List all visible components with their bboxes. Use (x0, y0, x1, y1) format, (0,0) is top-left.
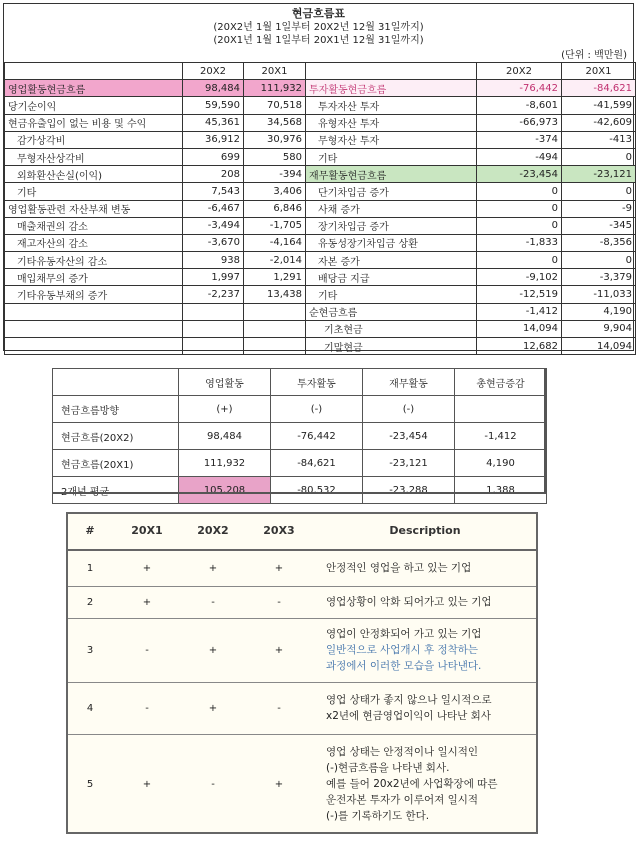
statement-left-current: 208 (183, 166, 244, 183)
summary-row (53, 477, 547, 504)
pattern-cell-b: - (180, 586, 246, 618)
pattern-cell-a: - (114, 682, 180, 734)
statement-column-header-row (5, 63, 636, 80)
statement-right-current: -23,454 (477, 166, 562, 183)
statement-right-prior: 9,904 (562, 320, 636, 337)
statement-right-prior: -11,033 (562, 286, 636, 303)
statement-left-current: -3,494 (183, 217, 244, 234)
pattern-header-cell: Description (312, 512, 538, 550)
statement-left-label: 영업활동관련 자산부채 변동 (5, 200, 183, 217)
statement-row (5, 148, 636, 165)
statement-column-header: 20X2 (477, 63, 562, 80)
statement-right-prior: -3,379 (562, 269, 636, 286)
summary-row (53, 423, 547, 450)
statement-row (5, 234, 636, 251)
summary-value-cell: -84,621 (271, 450, 363, 477)
pattern-description-line: 영업상황이 악화 되어가고 있는 기업 (326, 596, 492, 608)
pattern-description-line: 예를 들어 20x2년에 사업확장에 따른 (326, 778, 498, 791)
statement-right-prior: -23,121 (562, 166, 636, 183)
statement-left-prior: 13,438 (244, 286, 306, 303)
statement-left-label: 기타유동자산의 감소 (5, 252, 183, 269)
statement-right-label: 순현금흐름 (306, 303, 477, 320)
statement-header (4, 4, 633, 47)
statement-left-prior: -394 (244, 166, 306, 183)
statement-table (4, 62, 636, 355)
pattern-cell-a: + (114, 586, 180, 618)
pattern-row (66, 618, 538, 682)
statement-right-current: -8,601 (477, 97, 562, 114)
statement-right-label: 기타 (306, 286, 477, 303)
statement-left-prior: 111,932 (244, 80, 306, 97)
pattern-cell-a: + (142, 778, 152, 790)
statement-unit: (단위 : 백만원) (561, 50, 627, 61)
statement-right-prior: -84,621 (562, 80, 636, 97)
statement-row (5, 320, 636, 337)
cash-flow-summary-table (52, 368, 547, 504)
pattern-description-line: 일반적으로 사업개시 후 정착하는 (326, 644, 479, 656)
pattern-header-cell: 20X1 (114, 512, 180, 550)
summary-value-cell: 1,388 (455, 477, 547, 504)
cash-flow-statement (3, 3, 634, 354)
statement-row (5, 252, 636, 269)
statement-left-prior: 70,518 (244, 97, 306, 114)
statement-right-label: 배당금 지급 (306, 269, 477, 286)
statement-column-header: 20X2 (183, 63, 244, 80)
summary-value-cell: -1,412 (455, 423, 547, 450)
statement-left-prior: 580 (244, 148, 306, 165)
statement-right-label: 기말현금 (306, 338, 477, 355)
statement-right-current: -76,442 (477, 80, 562, 97)
summary-value-cell: (+) (179, 396, 271, 423)
statement-left-prior: 1,291 (244, 269, 306, 286)
pattern-row (66, 586, 538, 618)
summary-value-cell: 98,484 (179, 423, 271, 450)
statement-empty-cell (183, 303, 244, 320)
pattern-row (66, 682, 538, 734)
statement-right-prior: 0 (562, 148, 636, 165)
statement-left-current: 59,590 (183, 97, 244, 114)
statement-left-prior: -1,705 (244, 217, 306, 234)
statement-empty-cell (244, 338, 306, 355)
statement-left-current: 938 (183, 252, 244, 269)
statement-right-label: 기초현금 (306, 320, 477, 337)
statement-left-prior: -4,164 (244, 234, 306, 251)
statement-right-current: -494 (477, 148, 562, 165)
summary-row (53, 396, 547, 423)
statement-left-current: 7,543 (183, 183, 244, 200)
statement-right-current: -1,833 (477, 234, 562, 251)
statement-left-prior: -2,014 (244, 252, 306, 269)
statement-right-label: 자본 증가 (306, 252, 477, 269)
statement-right-current: -1,412 (477, 303, 562, 320)
pattern-description-line: (-)현금흐름을 나타낸 회사. (326, 762, 450, 775)
pattern-cell-b: - (211, 778, 215, 790)
pattern-description-line: x2년에 현금영업이익이 나타난 회사 (326, 710, 491, 722)
statement-right-label: 단기차입금 증가 (306, 183, 477, 200)
pattern-cell-n: 5 (86, 778, 94, 790)
summary-row-label: 현금흐름(20X1) (53, 450, 179, 477)
pattern-cell-c: - (246, 682, 312, 734)
statement-right-label: 투자활동현금흐름 (306, 80, 477, 97)
summary-header-cell (53, 369, 179, 396)
statement-right-current: 0 (477, 200, 562, 217)
statement-left-label: 무형자산상각비 (5, 148, 183, 165)
statement-left-label: 재고자산의 감소 (5, 234, 183, 251)
statement-empty-cell (183, 320, 244, 337)
statement-right-current: 0 (477, 252, 562, 269)
pattern-header-cell: 20X2 (180, 512, 246, 550)
statement-row (5, 183, 636, 200)
statement-left-label: 당기순이익 (5, 97, 183, 114)
statement-right-label: 장기차입금 증가 (306, 217, 477, 234)
summary-value-cell: 4,190 (455, 450, 547, 477)
summary-value-cell (455, 396, 547, 423)
statement-row (5, 303, 636, 320)
summary-value-cell: 111,932 (179, 450, 271, 477)
summary-header-cell: 재무활동 (363, 369, 455, 396)
statement-right-prior: -9 (562, 200, 636, 217)
summary-value-cell: (-) (271, 396, 363, 423)
statement-left-current: -6,467 (183, 200, 244, 217)
summary-value-cell: -80,532 (271, 477, 363, 504)
statement-right-label: 재무활동현금흐름 (306, 166, 477, 183)
statement-period-prior: (20X1년 1월 1일부터 20X1년 12월 31일까지) (213, 35, 424, 46)
statement-left-current: 1,997 (183, 269, 244, 286)
statement-right-prior: -8,356 (562, 234, 636, 251)
pattern-cell-a: - (114, 618, 180, 682)
statement-right-prior: -413 (562, 131, 636, 148)
statement-left-label: 기타유동부채의 증가 (5, 286, 183, 303)
pattern-header-cell: # (66, 512, 114, 550)
statement-right-current: -9,102 (477, 269, 562, 286)
statement-empty-cell (183, 338, 244, 355)
statement-title: 현금흐름표 (291, 7, 346, 20)
pattern-header-cell: 20X3 (246, 512, 312, 550)
statement-column-header (306, 63, 477, 80)
summary-value-cell: -23,454 (363, 423, 455, 450)
statement-right-prior: 0 (562, 183, 636, 200)
pattern-cell-c: + (246, 550, 312, 586)
pattern-cell-b: + (180, 682, 246, 734)
pattern-description-line: 영업 상태는 안정적이나 일시적인 (326, 746, 479, 759)
statement-right-label: 투자자산 투자 (306, 97, 477, 114)
statement-left-label: 기타 (5, 183, 183, 200)
statement-right-current: -66,973 (477, 114, 562, 131)
statement-left-prior: 3,406 (244, 183, 306, 200)
summary-value-cell: 105,208 (179, 477, 271, 504)
statement-row (5, 114, 636, 131)
statement-empty-cell (5, 303, 183, 320)
pattern-description (312, 586, 538, 618)
summary-row (53, 450, 547, 477)
statement-right-label: 무형자산 투자 (306, 131, 477, 148)
statement-empty-cell (5, 338, 183, 355)
statement-row (5, 286, 636, 303)
statement-right-label: 사채 증가 (306, 200, 477, 217)
summary-row-label: 현금흐름방향 (53, 396, 179, 423)
pattern-description (312, 550, 538, 586)
summary-value-cell: (-) (363, 396, 455, 423)
summary-value-cell: -23,288 (363, 477, 455, 504)
statement-right-prior: -41,599 (562, 97, 636, 114)
statement-left-current: 98,484 (183, 80, 244, 97)
statement-row (5, 200, 636, 217)
statement-right-label: 기타 (306, 148, 477, 165)
statement-right-prior: 4,190 (562, 303, 636, 320)
statement-column-header: 20X1 (562, 63, 636, 80)
statement-empty-cell (5, 320, 183, 337)
statement-row (5, 166, 636, 183)
pattern-cell-n: 1 (66, 550, 114, 586)
statement-right-prior: -42,609 (562, 114, 636, 131)
statement-right-current: 0 (477, 183, 562, 200)
pattern-cell-b: + (180, 550, 246, 586)
statement-right-prior: 14,094 (562, 338, 636, 355)
pattern-description-line: 과정에서 이러한 모습을 나타낸다. (326, 660, 482, 672)
statement-left-prior: 30,976 (244, 131, 306, 148)
pattern-cell-n: 3 (66, 618, 114, 682)
statement-right-prior: -345 (562, 217, 636, 234)
statement-right-label: 유동성장기차입금 상환 (306, 234, 477, 251)
statement-row (5, 80, 636, 97)
pattern-description-line: 영업이 안정화되어 가고 있는 기업 (326, 628, 482, 640)
pattern-cell-c: - (246, 586, 312, 618)
pattern-description (312, 734, 538, 834)
statement-right-current: 0 (477, 217, 562, 234)
statement-empty-cell (244, 320, 306, 337)
statement-left-label: 영업활동현금흐름 (5, 80, 183, 97)
pattern-description (312, 682, 538, 734)
statement-left-current: -2,237 (183, 286, 244, 303)
statement-left-prior: 6,846 (244, 200, 306, 217)
summary-header-cell: 총현금증감 (455, 369, 547, 396)
summary-header-cell: 투자활동 (271, 369, 363, 396)
statement-right-prior: 0 (562, 252, 636, 269)
summary-row-label: 현금흐름(20X2) (53, 423, 179, 450)
pattern-description-line: (-)를 기록하기도 한다. (326, 810, 430, 823)
statement-row (5, 97, 636, 114)
pattern-row (66, 550, 538, 586)
pattern-cell-n: 4 (66, 682, 114, 734)
statement-left-label: 현금유출입이 없는 비용 및 수익 (5, 114, 183, 131)
pattern-cell-c: + (246, 618, 312, 682)
summary-row-label: 2개년 평균 (53, 477, 179, 504)
summary-header-cell: 영업활동 (179, 369, 271, 396)
pattern-description (312, 618, 538, 682)
statement-right-label: 유형자산 투자 (306, 114, 477, 131)
pattern-description-line: 영업 상태가 좋지 않으나 일시적으로 (326, 694, 492, 706)
statement-right-current: 14,094 (477, 320, 562, 337)
statement-left-current: 45,361 (183, 114, 244, 131)
statement-right-current: -374 (477, 131, 562, 148)
summary-header-row (53, 369, 547, 396)
pattern-cell-n: 2 (66, 586, 114, 618)
statement-column-header (5, 63, 183, 80)
pattern-cell-b: + (180, 618, 246, 682)
cash-flow-pattern-table (66, 512, 538, 834)
pattern-description-line: 운전자본 투자가 이루어져 일시적 (326, 794, 479, 807)
statement-row (5, 269, 636, 286)
statement-row (5, 338, 636, 355)
summary-value-cell: -76,442 (271, 423, 363, 450)
statement-left-current: 699 (183, 148, 244, 165)
statement-period-current: (20X2년 1월 1일부터 20X2년 12월 31일까지) (213, 22, 424, 33)
statement-row (5, 131, 636, 148)
summary-value-cell: -23,121 (363, 450, 455, 477)
statement-left-current: 36,912 (183, 131, 244, 148)
statement-right-current: 12,682 (477, 338, 562, 355)
pattern-cell-a: + (114, 550, 180, 586)
statement-left-label: 매입채무의 증가 (5, 269, 183, 286)
statement-row (5, 217, 636, 234)
statement-left-label: 매출채권의 감소 (5, 217, 183, 234)
statement-left-prior: 34,568 (244, 114, 306, 131)
pattern-description-line: 안정적인 영업을 하고 있는 기업 (326, 562, 472, 575)
statement-left-current: -3,670 (183, 234, 244, 251)
statement-empty-cell (244, 303, 306, 320)
pattern-row (66, 734, 538, 834)
statement-left-label: 감가상각비 (5, 131, 183, 148)
statement-left-label: 외화환산손실(이익) (5, 166, 183, 183)
statement-right-current: -12,519 (477, 286, 562, 303)
statement-column-header: 20X1 (244, 63, 306, 80)
pattern-cell-c: + (274, 778, 284, 790)
